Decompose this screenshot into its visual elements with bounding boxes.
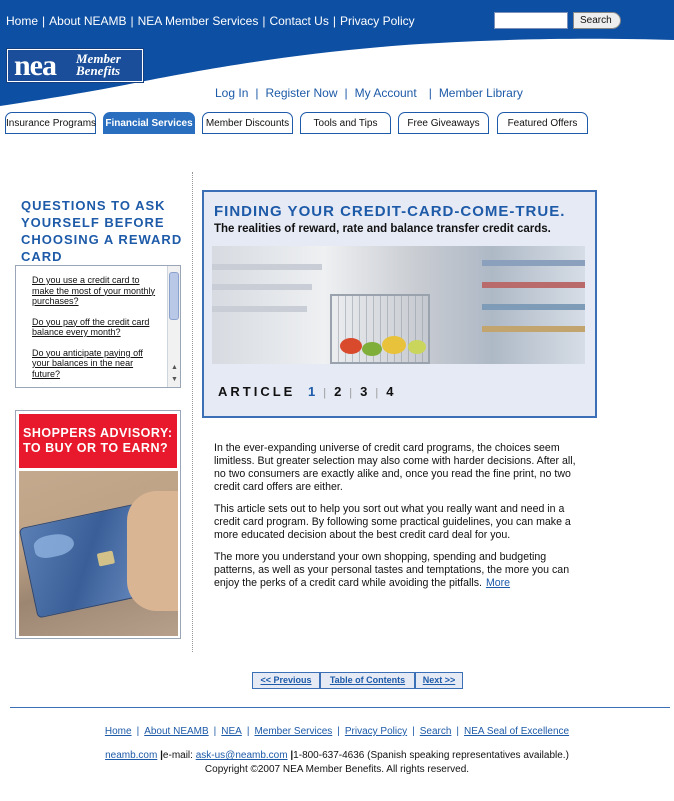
member-library-link[interactable]: Member Library [438, 86, 523, 100]
feature-article-box [202, 190, 597, 418]
logo-member-benefits-text: Member Benefits [76, 51, 121, 78]
credit-card-in-hand-photo [19, 471, 178, 636]
tab-insurance-programs[interactable]: Insurance Programs [5, 112, 96, 134]
tab-financial-services[interactable]: Financial Services [103, 112, 195, 134]
scroll-up-arrow-icon[interactable]: ▲ [171, 364, 178, 371]
search-input[interactable] [494, 12, 568, 29]
article-3-link[interactable]: 3 [360, 384, 368, 399]
top-nav-contact[interactable]: Contact Us [269, 14, 329, 28]
neamb-site-link[interactable]: neamb.com [105, 750, 158, 761]
article-1-link[interactable]: 1 [307, 384, 316, 399]
search-button[interactable]: Search [573, 12, 621, 29]
footer-seal-link[interactable]: NEA Seal of Excellence [464, 726, 570, 737]
top-nav: Home | About NEAMB | NEA Member Services | Contact Us | Privacy Policy [6, 14, 415, 28]
footer-divider [10, 707, 670, 708]
register-now-link[interactable]: Register Now [265, 86, 338, 100]
footer-links: Home | About NEAMB | NEA | Member Services | Privacy Policy | Search | NEA Seal of Excellence [104, 726, 570, 737]
next-button[interactable]: Next >> [415, 672, 463, 689]
top-nav-about[interactable]: About NEAMB [49, 14, 127, 28]
footer-nea-link[interactable]: NEA [221, 726, 242, 737]
shoppers-advisory-promo[interactable] [15, 410, 181, 639]
questions-scroll-box[interactable] [15, 265, 181, 388]
article-paragraph: In the ever-expanding universe of credit card programs, the choices seem limitless. But greater selection may also come with harder decisions. After all, no two consumers are exactly alike and, once you read the fine print, no two credit card offers are either. [214, 442, 576, 493]
my-account-link[interactable]: My Account [354, 86, 417, 100]
tab-member-discounts[interactable]: Member Discounts [202, 112, 293, 134]
advisory-title: SHOPPERS ADVISORY: TO BUY OR TO EARN? [19, 414, 177, 468]
footer-contact: neamb.com |e-mail: ask-us@neamb.com |1-800-637-4636 (Spanish speaking representatives available.) [105, 750, 569, 761]
scrollbar-thumb[interactable] [169, 272, 179, 320]
top-nav-home[interactable]: Home [6, 14, 39, 28]
tab-free-giveaways[interactable]: Free Giveaways [398, 112, 489, 134]
questions-title: QUESTIONS TO ASK YOURSELF BEFORE CHOOSING A REWARD CARD [21, 198, 183, 264]
top-nav-member-services[interactable]: NEA Member Services [137, 14, 259, 28]
footer-privacy-link[interactable]: Privacy Policy [344, 726, 408, 737]
copyright: Copyright ©2007 NEA Member Benefits. All rights reserved. [204, 764, 470, 775]
grocery-cart-photo [212, 246, 585, 364]
logo-nea-text: nea [14, 49, 56, 82]
article-4-link[interactable]: 4 [386, 384, 394, 399]
more-link[interactable]: More [485, 577, 511, 589]
scroll-down-arrow-icon[interactable]: ▼ [171, 376, 178, 383]
footer-member-services-link[interactable]: Member Services [254, 726, 333, 737]
previous-button[interactable]: << Previous [252, 672, 320, 689]
article-paragraph: The more you understand your own shopping, spending and budgeting patterns, as well as your personal tastes and temptations, the more you can enjoy the perks of a credit card while avoiding the pitfalls. More [214, 551, 570, 589]
table-of-contents-button[interactable]: Table of Contents [320, 672, 415, 689]
email-link[interactable]: ask-us@neamb.com [195, 750, 288, 761]
account-nav: Log In | Register Now | My Account | Member Library [215, 86, 523, 100]
nea-member-benefits-logo[interactable] [7, 49, 143, 82]
top-nav-privacy[interactable]: Privacy Policy [339, 14, 415, 28]
article-2-link[interactable]: 2 [334, 384, 342, 399]
tab-featured-offers[interactable]: Featured Offers [497, 112, 588, 134]
article-body [214, 442, 582, 599]
tab-tools-and-tips[interactable]: Tools and Tips [300, 112, 391, 134]
footer-search-link[interactable]: Search [419, 726, 452, 737]
log-in-link[interactable]: Log In [215, 86, 249, 100]
question-link[interactable]: Do you anticipate paying off your balances in the near future? [32, 347, 143, 379]
column-divider [192, 172, 193, 652]
hand-graphic [127, 491, 178, 611]
footer-about-link[interactable]: About NEAMB [144, 726, 209, 737]
feature-subtitle: The realities of reward, rate and balance transfer credit cards. [214, 223, 551, 235]
phone-text: 1-800-637-4636 (Spanish speaking representatives available.) [293, 750, 569, 761]
questions-list [32, 275, 162, 389]
footer-home-link[interactable]: Home [104, 726, 132, 737]
article-pagination: ARTICLE 1 | 2 | 3 | 4 [218, 384, 394, 399]
question-link[interactable]: Do you use a credit card to make the most of your monthly purchases? [32, 275, 156, 306]
questions-scrollbar[interactable] [167, 266, 180, 387]
article-paragraph: This article sets out to help you sort out what you really want and need in a credit card program. By following some practical guidelines, you can make a more educated decision about the best credit card deal for you. [214, 503, 571, 541]
question-link[interactable]: Do you pay off the credit card balance every month? [32, 316, 150, 337]
feature-title: FINDING YOUR CREDIT-CARD-COME-TRUE. [214, 203, 566, 220]
